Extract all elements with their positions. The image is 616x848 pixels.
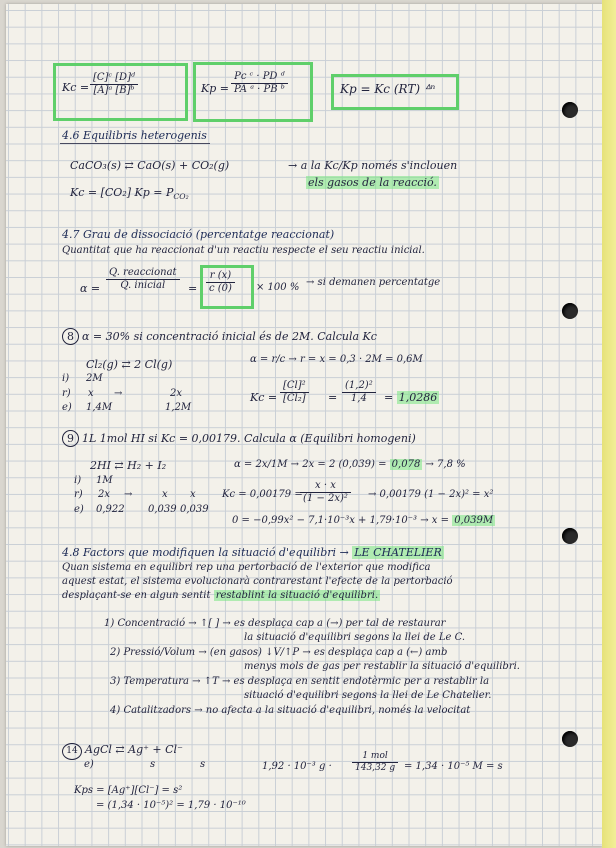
- section-4-7-heading: 4.7 Grau de dissociació (percentatge reaccionat): [62, 228, 335, 241]
- kp-denominator: PA ᵃ · PB ᵇ: [234, 84, 285, 95]
- le-chatelier-highlight: LE CHATELIER: [354, 546, 442, 559]
- kc-label: Kc =: [62, 81, 90, 94]
- le-chatelier-paragraph-1: Quan sistema en equilibri rep una pertorbació de l'exterior que modifica: [62, 562, 431, 573]
- yellow-page-edge: [602, 0, 616, 848]
- problem-number-circle: 14: [62, 743, 82, 760]
- row-r-value-c: x: [190, 489, 196, 500]
- kc-numerator-xx: x · x: [300, 481, 351, 493]
- row-e-value-a: 1,4M: [86, 402, 113, 413]
- row-e-value-b: 1,2M: [165, 402, 192, 413]
- problem-8-alpha-calc: α = r/c → r = x = 0,3 · 2M = 0,6M: [250, 354, 423, 365]
- solubility-reaction: AgCl ⇄ Ag⁺ + Cl⁻: [85, 743, 183, 756]
- problem-8-kc-values: [342, 381, 376, 404]
- row-r-label: r): [74, 489, 83, 500]
- row-e-value-a: s: [150, 759, 156, 770]
- problem-8-kc-label: Kc =: [250, 391, 278, 404]
- kc-numerator: [C]ᶜ [D]ᵈ: [90, 73, 138, 85]
- problem-9-kc-fraction: [300, 481, 351, 504]
- kc-denominator-squared: (1 − 2x)²: [303, 493, 348, 504]
- problem-number-circle: 9: [62, 430, 79, 447]
- paragraph-text: desplaçant-se en algun sentit: [62, 590, 211, 601]
- kc-fraction: [90, 73, 138, 96]
- row-r-value-a: x: [88, 388, 94, 399]
- molar-mass-conversion: [352, 752, 398, 773]
- equals-sign: =: [328, 391, 338, 404]
- le-chatelier-paragraph-2: aquest estat, el sistema evolucionarà contrarestant l'efecte de la pertorbació: [62, 576, 453, 587]
- alpha-fraction: α = 2x/1M: [234, 459, 288, 470]
- solubility-calc-a: 1,92 · 10⁻³ g ·: [262, 761, 332, 772]
- binder-hole: [562, 731, 578, 747]
- kp-numerator: Pc ᶜ · PD ᵈ: [231, 72, 288, 84]
- factor-pressure-cont: menys mols de gas per restablir la situació d'equilibri.: [244, 661, 520, 672]
- problem-8-kc-fraction: [280, 381, 309, 404]
- conversion-denominator: 143,32 g: [355, 763, 396, 773]
- binder-hole: [562, 528, 578, 544]
- section-4-8-title: 4.8 Factors que modifiquen la situació d'equilibri: [62, 546, 337, 559]
- problem-8-result: = 1,0286: [384, 391, 438, 404]
- factor-temperature: 3) Temperatura → ↑T → es desplaça en sentit endotèrmic per a restablir la: [110, 676, 490, 687]
- row-e-label: e): [84, 759, 94, 770]
- section-4-8-heading: [62, 547, 444, 558]
- row-i-label: i): [74, 475, 82, 486]
- highlight-gases: els gasos de la reacció.: [308, 176, 437, 189]
- row-r-value-b: x: [162, 489, 168, 500]
- problem-8-text: α = 30% si concentració inicial és de 2M. Calcula Kc: [82, 330, 377, 343]
- kp-label: Kp =: [201, 82, 229, 95]
- factor-pressure: 2) Pressió/Volum → (en gasos) ↓V/↑P → es desplaça cap a (←) amb: [110, 647, 448, 658]
- reacted-x: r (x): [206, 271, 235, 283]
- kp-kc-relation: Kp = Kc (RT) ᐞⁿ: [340, 82, 436, 96]
- factor-temperature-cont: situació d'equilibri segons la llei de Le Chatelier.: [244, 690, 492, 701]
- quadratic-equation: 0 = −0,99x² − 7,1·10⁻³x + 1,79·10⁻³ → x =: [232, 515, 449, 526]
- equals-sign: =: [188, 282, 198, 295]
- alpha-percentage: → 7,8 %: [425, 459, 466, 470]
- le-chatelier-paragraph-3: [62, 591, 380, 601]
- kc-kp-expression: Kc = [CO₂] Kp = P: [70, 186, 174, 199]
- kc-denominator: [A]ᵃ [B]ᵇ: [93, 85, 135, 96]
- kc-numerator-cl: [Cl]²: [280, 381, 309, 393]
- factor-catalyst: 4) Catalitzadors → no afecta a la situació d'equilibri, només la velocitat: [110, 705, 471, 716]
- row-i-value: 1M: [96, 475, 113, 486]
- problem-9-kc-label: Kc = 0,00179 =: [222, 489, 303, 500]
- heterogeneous-note-line2: [306, 177, 439, 188]
- problem-9-text: 1L 1mol HI si Kc = 0,00179. Calcula α (Equilibri homogeni): [82, 432, 416, 445]
- kc-denominator-value: 1,4: [350, 393, 367, 404]
- kc-result-highlight: 1,0286: [398, 391, 438, 404]
- kps-result: = (1,34 · 10⁻⁵)² = 1,79 · 10⁻¹⁰: [96, 800, 246, 811]
- factor-concentration-cont: la situació d'equilibri segons la llei de Le C.: [244, 632, 466, 643]
- alpha-symbol: α =: [80, 282, 101, 295]
- times-100: × 100 %: [256, 282, 300, 293]
- heading-arrow: →: [339, 546, 349, 559]
- heterogeneous-k-line: [70, 187, 189, 201]
- problem-9-statement: [62, 430, 416, 447]
- problem-9-reaction: 2HI ⇄ H₂ + I₂: [90, 459, 167, 472]
- pressure-subscript: CO₂: [173, 192, 189, 202]
- row-i-value: 2M: [86, 373, 103, 384]
- solubility-calc-b: = 1,34 · 10⁻⁵ M = s: [404, 761, 503, 772]
- row-e-value-b: s: [200, 759, 206, 770]
- row-e-value-a: 0,922: [96, 504, 125, 515]
- initial-quantity: Q. inicial: [120, 280, 166, 291]
- row-r-value-b: 2x: [170, 388, 183, 399]
- kc-denominator-cl2: [Cl₂]: [283, 393, 306, 404]
- problem-9-kc-rhs: → 0,00179 (1 − 2x)² = x²: [368, 489, 494, 500]
- row-r-value-a: 2x: [98, 489, 111, 500]
- row-i-label: i): [62, 373, 70, 384]
- kp-fraction: [231, 72, 288, 95]
- problem-number-circle: 8: [62, 328, 79, 345]
- heterogeneous-reaction: CaCO₃(s) ⇄ CaO(s) + CO₂(g): [70, 159, 230, 172]
- dissociation-definition: Quantitat que ha reaccionat d'un reactiu respecte el seu reactiu inicial.: [62, 245, 425, 256]
- percentage-note: → si demanen percentatge: [306, 277, 441, 288]
- section-4-6-heading: 4.6 Equilibris heterogenis: [62, 129, 207, 142]
- kc-numerator-value: (1,2)²: [342, 381, 376, 393]
- heading-underline: [60, 143, 210, 144]
- reaction-arrow: →: [114, 388, 123, 399]
- row-e-label: e): [74, 504, 84, 515]
- binder-hole: [562, 303, 578, 319]
- factor-concentration: 1) Concentració → ↑[ ] → es desplaça cap a (→) per tal de restaurar: [104, 618, 446, 629]
- alpha-fraction-2: [206, 271, 235, 294]
- row-e-value-b: 0,039: [148, 504, 177, 515]
- x-result-highlight: 0,039M: [454, 515, 494, 526]
- problem-8-reaction: Cl₂(g) ⇄ 2 Cl(g): [86, 358, 173, 371]
- alpha-fraction-1: [106, 268, 180, 291]
- initial-c: c (0): [209, 283, 232, 294]
- alpha-highlight: 0,078: [391, 459, 421, 470]
- problem-9-quadratic: [232, 516, 495, 526]
- problem-8-statement: [62, 328, 377, 345]
- kps-expression: Kps = [Ag⁺][Cl⁻] = s²: [74, 785, 183, 796]
- heterogeneous-note-line1: → a la Kc/Kp només s'inclouen: [288, 159, 458, 172]
- problem-9-alpha-calc: [234, 460, 466, 470]
- row-r-label: r): [62, 388, 71, 399]
- problem-14-reaction: [62, 743, 183, 760]
- alpha-substitution: → 2x = 2 (0,039) =: [290, 459, 387, 470]
- reaction-arrow: →: [124, 489, 133, 500]
- restore-equilibrium-highlight: restablint la situació d'equilibri.: [215, 590, 379, 601]
- row-e-value-c: 0,039: [180, 504, 209, 515]
- binder-hole: [562, 102, 578, 118]
- reacted-quantity: Q. reaccionat: [106, 268, 180, 280]
- conversion-numerator: 1 mol: [352, 752, 398, 763]
- row-e-label: e): [62, 402, 72, 413]
